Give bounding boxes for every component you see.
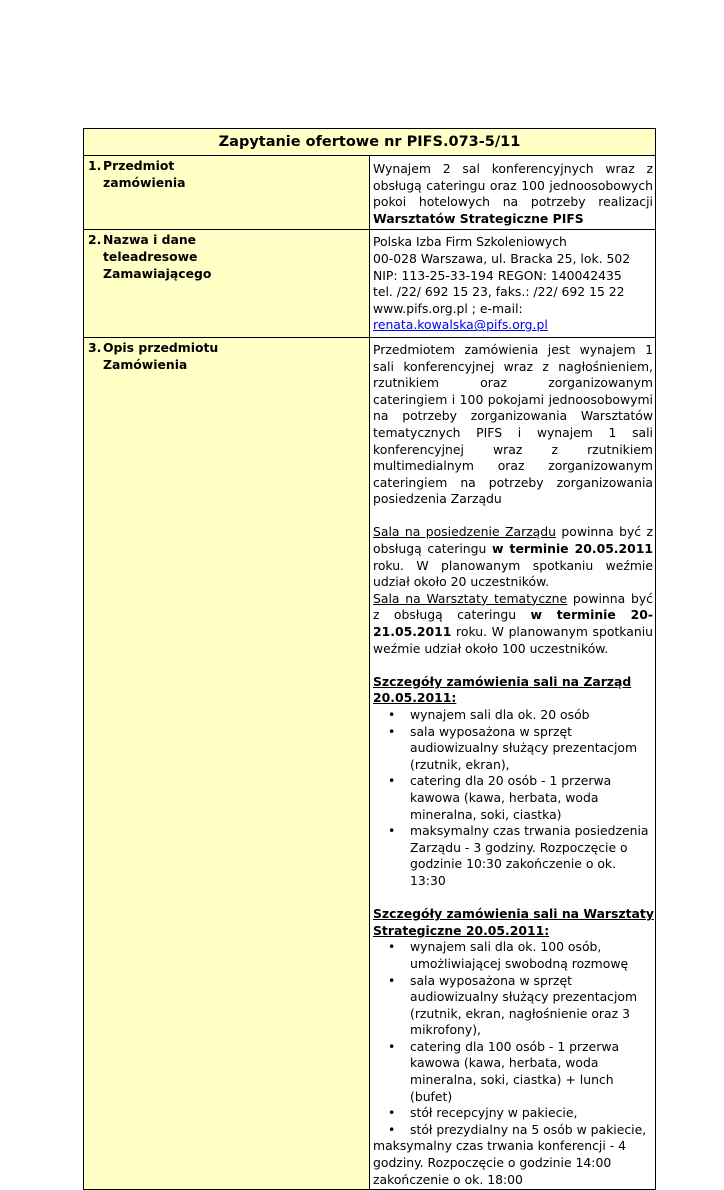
list-item: • stół prezydialny na 5 osób w pakiecie,: [388, 1121, 647, 1137]
list-item: • sala wyposażona w sprzęt audiowizualny służący prezentacjom (rzutnik, ekran),: [388, 723, 638, 772]
table-row: [84, 156, 656, 230]
list-item: • stół recepcyjny w pakiecie,: [388, 1105, 578, 1121]
contact-line: tel. /22/ 692 15 23, faks.: /22/ 692 15 22: [373, 284, 625, 300]
subject-bold-text: Warsztatów Strategiczne PIFS: [373, 210, 584, 226]
bullet-icon: •: [388, 1121, 396, 1137]
list-item: • sala wyposażona w sprzęt audiowizualny służący prezentacjom (rzutnik, ekran, nagłośnienie oraz 3 mikrofony),: [388, 972, 638, 1038]
website-text: www.pifs.org.pl ; e-mail:: [373, 300, 523, 316]
label-line: Opis przedmiotu: [103, 339, 219, 355]
row-content-contact: [370, 230, 656, 338]
section-heading-workshop: Szczegóły zamówienia sali na Warsztaty Strategiczne 20.05.2011:: [373, 906, 654, 938]
label-line: Zamówienia: [103, 356, 188, 372]
row-label-contact: [84, 230, 370, 338]
section-heading-board: Szczegóły zamówienia sali na Zarząd 20.05.2011:: [373, 673, 632, 706]
subject-text: Wynajem 2 sal konferencyjnych wraz z obsługą cateringu oraz 100 jednoosobowych pokoi hotelowych na potrzeby realizacji: [373, 161, 653, 210]
contact-line: Polska Izba Firm Szkoleniowych: [373, 234, 567, 250]
bullet-icon: •: [388, 707, 396, 722]
workshop-details-list: [373, 939, 653, 1138]
label-line: teleadresowe: [103, 248, 198, 264]
bullet-icon: •: [388, 773, 396, 789]
label-line: zamówienia: [103, 174, 186, 190]
row-label-subject: [84, 156, 370, 230]
bullet-icon: •: [388, 1038, 396, 1054]
list-item: • wynajem sali dla ok. 100 osób, umożliwiającej swobodną rozmowę: [388, 939, 629, 971]
list-item: • catering dla 20 osób - 1 przerwa kawowa (kawa, herbata, woda mineralna, soki, ciastka): [388, 773, 612, 822]
row-content-description: [370, 337, 656, 1189]
workshop-room-link-text: Sala na Warsztaty tematyczne: [373, 590, 568, 606]
label-line: Przedmiot: [103, 158, 175, 173]
bullet-icon: •: [388, 972, 396, 988]
row-label-description: [84, 337, 370, 1189]
bullet-icon: •: [388, 823, 396, 839]
list-item: • catering dla 100 osób - 1 przerwa kawowa (kawa, herbata, woda mineralna, soki, ciastka) + lunch (bufet): [388, 1038, 620, 1104]
bullet-icon: •: [388, 939, 396, 955]
contact-line: NIP: 113-25-33-194 REGON: 140042435: [373, 267, 622, 283]
board-room-link-text: Sala na posiedzenie Zarządu: [373, 524, 556, 540]
intro-paragraph: Przedmiotem zamówienia jest wynajem 1 sali konferencyjnej wraz z nagłośnieniem, rzutnikiem oraz zorganizowanym cateringiem i 100 pokojami jednoosobowymi na potrzeby zorganizowania Warsztatów tematycznych PIFS i wynajem 1 sali konferencyjnej wraz z rzutnikiem multimedialnym oraz zorganizowanym cateringiem na potrzeby zorganizowania posiedzenia Zarządu: [373, 341, 653, 507]
row-number: 2.: [88, 232, 102, 248]
board-details-list: [373, 707, 653, 890]
label-line: Zamawiającego: [103, 265, 212, 281]
offer-table: [83, 128, 656, 1190]
contact-line: 00-028 Warszawa, ul. Bracka 25, lok. 502: [373, 250, 631, 266]
table-row: [84, 337, 656, 1189]
row-number: 1.: [88, 158, 102, 173]
row-content-subject: [370, 156, 656, 230]
workshop-room-paragraph: Sala na Warsztaty tematyczne powinna być z obsługą cateringu w terminie 20-21.05.2011 roku. W planowanym spotkaniu weźmie udział około 100 uczestników.: [373, 590, 653, 656]
closing-paragraph: maksymalny czas trwania konferencji - 4 godziny. Rozpoczęcie o godzinie 14:00 zakończenie o ok. 18:00: [373, 1138, 627, 1187]
row-number: 3.: [88, 339, 102, 355]
board-room-paragraph: Sala na posiedzenie Zarządu powinna być z obsługą cateringu w terminie 20.05.2011 roku. W planowanym spotkaniu weźmie udział około 20 uczestników.: [373, 524, 654, 590]
email-link[interactable]: renata.kowalska@pifs.org.pl: [373, 317, 548, 333]
bullet-icon: •: [388, 723, 396, 739]
table-row: [84, 230, 656, 338]
list-item: • wynajem sali dla ok. 20 osób: [388, 707, 590, 722]
list-item: • maksymalny czas trwania posiedzenia Zarządu - 3 godziny. Rozpoczęcie o godzinie 10:30 zakończenie o ok. 13:30: [388, 823, 649, 888]
document-title: Zapytanie ofertowe nr PIFS.073-5/11: [84, 129, 656, 156]
label-line: Nazwa i dane: [103, 232, 197, 248]
bullet-icon: •: [388, 1105, 396, 1121]
